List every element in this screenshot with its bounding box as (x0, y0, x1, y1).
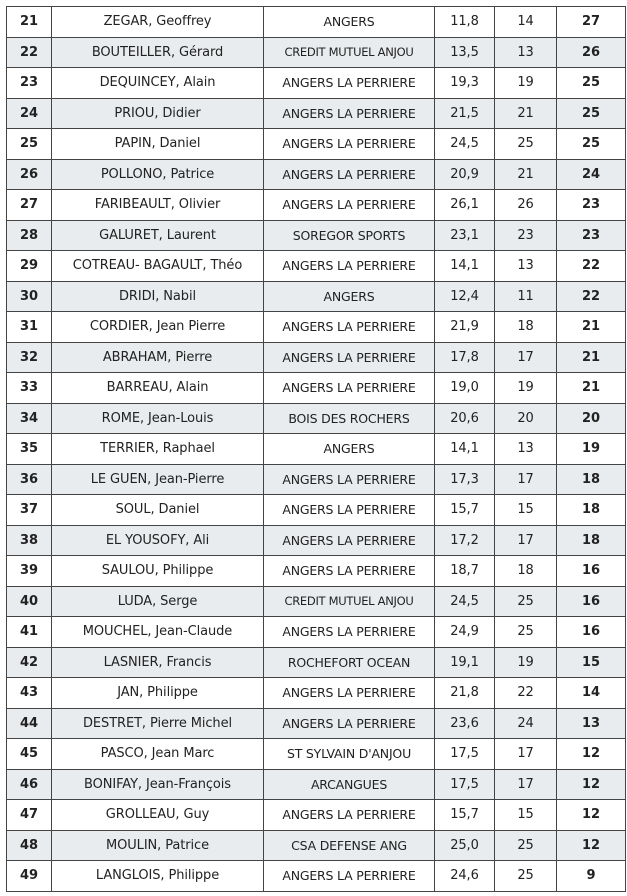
points-cell: 9 (557, 861, 626, 892)
value-1-cell: 21,8 (435, 678, 495, 709)
club-cell: ANGERS LA PERRIERE (264, 495, 435, 526)
table-row (7, 190, 626, 221)
table-row (7, 739, 626, 770)
value-2-cell: 13 (495, 37, 557, 68)
points-cell: 16 (557, 556, 626, 587)
club-cell: ANGERS LA PERRIERE (264, 68, 435, 99)
points-cell: 18 (557, 495, 626, 526)
player-name-cell: MOUCHEL, Jean-Claude (52, 617, 264, 648)
value-1-cell: 19,0 (435, 373, 495, 404)
rank-cell: 34 (7, 403, 52, 434)
value-1-cell: 15,7 (435, 800, 495, 831)
club-cell: CREDIT MUTUEL ANJOU (264, 37, 435, 68)
value-1-cell: 14,1 (435, 251, 495, 282)
value-2-cell: 25 (495, 830, 557, 861)
club-cell: CREDIT MUTUEL ANJOU (264, 586, 435, 617)
club-cell: ANGERS LA PERRIERE (264, 800, 435, 831)
club-cell: ST SYLVAIN D'ANJOU (264, 739, 435, 770)
club-cell: ANGERS LA PERRIERE (264, 373, 435, 404)
player-name-cell: PAPIN, Daniel (52, 129, 264, 160)
value-1-cell: 17,3 (435, 464, 495, 495)
value-1-cell: 19,3 (435, 68, 495, 99)
points-cell: 13 (557, 708, 626, 739)
points-cell: 20 (557, 403, 626, 434)
table-row (7, 403, 626, 434)
rank-cell: 35 (7, 434, 52, 465)
player-name-cell: JAN, Philippe (52, 678, 264, 709)
rank-cell: 21 (7, 7, 52, 38)
points-cell: 16 (557, 617, 626, 648)
player-name-cell: LASNIER, Francis (52, 647, 264, 678)
value-1-cell: 15,7 (435, 495, 495, 526)
points-cell: 21 (557, 312, 626, 343)
player-name-cell: FARIBEAULT, Olivier (52, 190, 264, 221)
value-1-cell: 17,8 (435, 342, 495, 373)
rank-cell: 32 (7, 342, 52, 373)
points-cell: 26 (557, 37, 626, 68)
points-cell: 18 (557, 525, 626, 556)
results-table-body (7, 7, 626, 892)
player-name-cell: ROME, Jean-Louis (52, 403, 264, 434)
table-row (7, 556, 626, 587)
points-cell: 16 (557, 586, 626, 617)
table-row (7, 37, 626, 68)
rank-cell: 24 (7, 98, 52, 129)
club-cell: ANGERS LA PERRIERE (264, 251, 435, 282)
points-cell: 18 (557, 464, 626, 495)
value-1-cell: 17,5 (435, 739, 495, 770)
value-2-cell: 21 (495, 98, 557, 129)
value-2-cell: 21 (495, 159, 557, 190)
points-cell: 25 (557, 129, 626, 160)
rank-cell: 22 (7, 37, 52, 68)
points-cell: 12 (557, 800, 626, 831)
value-2-cell: 17 (495, 525, 557, 556)
table-row (7, 98, 626, 129)
table-row (7, 830, 626, 861)
rank-cell: 44 (7, 708, 52, 739)
rank-cell: 37 (7, 495, 52, 526)
points-cell: 24 (557, 159, 626, 190)
rank-cell: 25 (7, 129, 52, 160)
rank-cell: 49 (7, 861, 52, 892)
value-2-cell: 25 (495, 129, 557, 160)
value-2-cell: 19 (495, 68, 557, 99)
table-row (7, 312, 626, 343)
value-1-cell: 17,2 (435, 525, 495, 556)
player-name-cell: GROLLEAU, Guy (52, 800, 264, 831)
value-2-cell: 18 (495, 556, 557, 587)
points-cell: 15 (557, 647, 626, 678)
points-cell: 25 (557, 68, 626, 99)
table-row (7, 861, 626, 892)
player-name-cell: PRIOU, Didier (52, 98, 264, 129)
table-row (7, 129, 626, 160)
rank-cell: 23 (7, 68, 52, 99)
table-row (7, 281, 626, 312)
club-cell: ANGERS LA PERRIERE (264, 464, 435, 495)
points-cell: 12 (557, 830, 626, 861)
results-table (6, 6, 626, 892)
table-row (7, 373, 626, 404)
points-cell: 25 (557, 98, 626, 129)
value-2-cell: 25 (495, 586, 557, 617)
club-cell: ANGERS LA PERRIERE (264, 556, 435, 587)
value-1-cell: 11,8 (435, 7, 495, 38)
value-2-cell: 25 (495, 861, 557, 892)
rank-cell: 46 (7, 769, 52, 800)
value-2-cell: 22 (495, 678, 557, 709)
value-1-cell: 26,1 (435, 190, 495, 221)
points-cell: 22 (557, 251, 626, 282)
value-1-cell: 20,9 (435, 159, 495, 190)
table-row (7, 342, 626, 373)
points-cell: 23 (557, 190, 626, 221)
club-cell: ARCANGUES (264, 769, 435, 800)
value-2-cell: 17 (495, 464, 557, 495)
value-1-cell: 18,7 (435, 556, 495, 587)
player-name-cell: BOUTEILLER, Gérard (52, 37, 264, 68)
rank-cell: 42 (7, 647, 52, 678)
value-2-cell: 11 (495, 281, 557, 312)
club-cell: ANGERS LA PERRIERE (264, 312, 435, 343)
club-cell: ANGERS (264, 281, 435, 312)
value-2-cell: 25 (495, 617, 557, 648)
club-cell: SOREGOR SPORTS (264, 220, 435, 251)
table-row (7, 7, 626, 38)
table-row (7, 586, 626, 617)
club-cell: BOIS DES ROCHERS (264, 403, 435, 434)
player-name-cell: DESTRET, Pierre Michel (52, 708, 264, 739)
value-1-cell: 12,4 (435, 281, 495, 312)
table-row (7, 617, 626, 648)
points-cell: 22 (557, 281, 626, 312)
rank-cell: 27 (7, 190, 52, 221)
player-name-cell: PASCO, Jean Marc (52, 739, 264, 770)
club-cell: ANGERS LA PERRIERE (264, 678, 435, 709)
value-2-cell: 13 (495, 251, 557, 282)
value-1-cell: 13,5 (435, 37, 495, 68)
value-2-cell: 17 (495, 769, 557, 800)
player-name-cell: SAULOU, Philippe (52, 556, 264, 587)
value-2-cell: 24 (495, 708, 557, 739)
table-row (7, 434, 626, 465)
club-cell: ANGERS LA PERRIERE (264, 708, 435, 739)
value-2-cell: 14 (495, 7, 557, 38)
value-2-cell: 20 (495, 403, 557, 434)
value-1-cell: 14,1 (435, 434, 495, 465)
value-1-cell: 23,1 (435, 220, 495, 251)
value-2-cell: 23 (495, 220, 557, 251)
table-row (7, 769, 626, 800)
value-2-cell: 15 (495, 800, 557, 831)
table-row (7, 678, 626, 709)
club-cell: ANGERS (264, 434, 435, 465)
table-row (7, 525, 626, 556)
table-row (7, 220, 626, 251)
value-1-cell: 24,9 (435, 617, 495, 648)
table-row (7, 495, 626, 526)
rank-cell: 30 (7, 281, 52, 312)
points-cell: 12 (557, 739, 626, 770)
club-cell: ANGERS LA PERRIERE (264, 861, 435, 892)
player-name-cell: LE GUEN, Jean-Pierre (52, 464, 264, 495)
club-cell: ANGERS LA PERRIERE (264, 190, 435, 221)
value-2-cell: 13 (495, 434, 557, 465)
club-cell: ANGERS LA PERRIERE (264, 617, 435, 648)
table-row (7, 251, 626, 282)
player-name-cell: LUDA, Serge (52, 586, 264, 617)
player-name-cell: SOUL, Daniel (52, 495, 264, 526)
rank-cell: 41 (7, 617, 52, 648)
table-row (7, 708, 626, 739)
player-name-cell: BONIFAY, Jean-François (52, 769, 264, 800)
table-row (7, 800, 626, 831)
value-1-cell: 24,5 (435, 586, 495, 617)
club-cell: ANGERS (264, 7, 435, 38)
club-cell: ROCHEFORT OCEAN (264, 647, 435, 678)
points-cell: 19 (557, 434, 626, 465)
player-name-cell: BARREAU, Alain (52, 373, 264, 404)
club-cell: ANGERS LA PERRIERE (264, 525, 435, 556)
rank-cell: 31 (7, 312, 52, 343)
rank-cell: 48 (7, 830, 52, 861)
club-cell: ANGERS LA PERRIERE (264, 129, 435, 160)
player-name-cell: ABRAHAM, Pierre (52, 342, 264, 373)
points-cell: 21 (557, 342, 626, 373)
value-2-cell: 15 (495, 495, 557, 526)
value-1-cell: 20,6 (435, 403, 495, 434)
player-name-cell: ZEGAR, Geoffrey (52, 7, 264, 38)
player-name-cell: COTREAU- BAGAULT, Théo (52, 251, 264, 282)
rank-cell: 26 (7, 159, 52, 190)
player-name-cell: CORDIER, Jean Pierre (52, 312, 264, 343)
club-cell: ANGERS LA PERRIERE (264, 98, 435, 129)
table-row (7, 464, 626, 495)
player-name-cell: POLLONO, Patrice (52, 159, 264, 190)
rank-cell: 38 (7, 525, 52, 556)
club-cell: CSA DEFENSE ANG (264, 830, 435, 861)
value-2-cell: 19 (495, 373, 557, 404)
value-1-cell: 23,6 (435, 708, 495, 739)
player-name-cell: LANGLOIS, Philippe (52, 861, 264, 892)
table-row (7, 159, 626, 190)
points-cell: 27 (557, 7, 626, 38)
rank-cell: 36 (7, 464, 52, 495)
rank-cell: 28 (7, 220, 52, 251)
player-name-cell: TERRIER, Raphael (52, 434, 264, 465)
value-1-cell: 19,1 (435, 647, 495, 678)
points-cell: 14 (557, 678, 626, 709)
points-cell: 21 (557, 373, 626, 404)
player-name-cell: EL YOUSOFY, Ali (52, 525, 264, 556)
rank-cell: 43 (7, 678, 52, 709)
value-1-cell: 24,5 (435, 129, 495, 160)
rank-cell: 40 (7, 586, 52, 617)
rank-cell: 45 (7, 739, 52, 770)
value-2-cell: 18 (495, 312, 557, 343)
value-1-cell: 21,5 (435, 98, 495, 129)
rank-cell: 39 (7, 556, 52, 587)
value-2-cell: 26 (495, 190, 557, 221)
value-2-cell: 17 (495, 342, 557, 373)
points-cell: 12 (557, 769, 626, 800)
value-1-cell: 17,5 (435, 769, 495, 800)
points-cell: 23 (557, 220, 626, 251)
rank-cell: 33 (7, 373, 52, 404)
table-row (7, 647, 626, 678)
rank-cell: 47 (7, 800, 52, 831)
value-1-cell: 24,6 (435, 861, 495, 892)
value-2-cell: 19 (495, 647, 557, 678)
value-1-cell: 25,0 (435, 830, 495, 861)
player-name-cell: MOULIN, Patrice (52, 830, 264, 861)
player-name-cell: DEQUINCEY, Alain (52, 68, 264, 99)
table-row (7, 68, 626, 99)
club-cell: ANGERS LA PERRIERE (264, 342, 435, 373)
player-name-cell: DRIDI, Nabil (52, 281, 264, 312)
value-2-cell: 17 (495, 739, 557, 770)
player-name-cell: GALURET, Laurent (52, 220, 264, 251)
value-1-cell: 21,9 (435, 312, 495, 343)
rank-cell: 29 (7, 251, 52, 282)
club-cell: ANGERS LA PERRIERE (264, 159, 435, 190)
